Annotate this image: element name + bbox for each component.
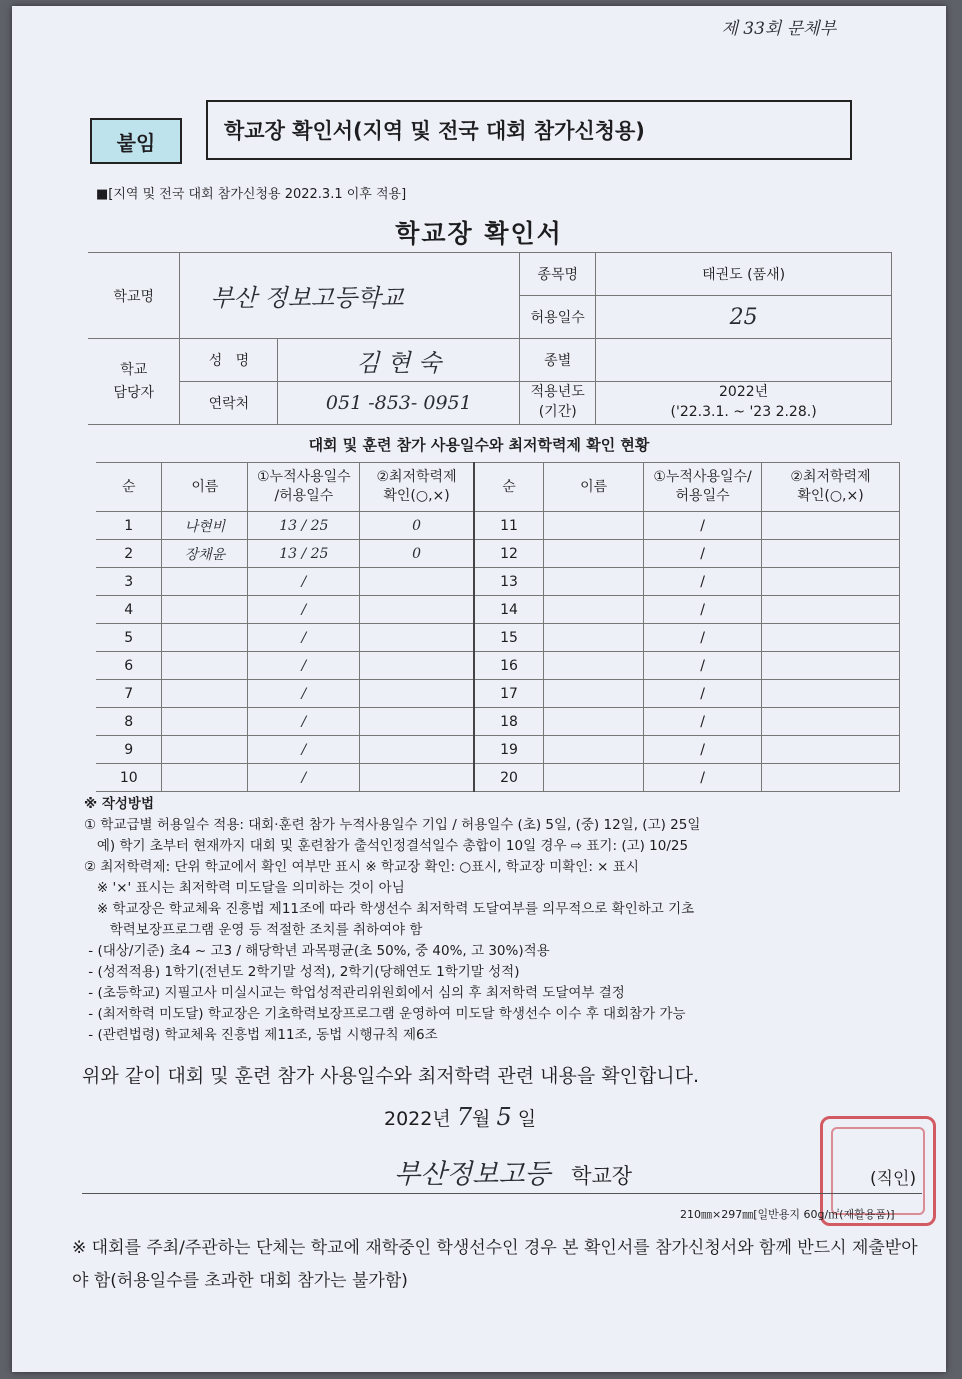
instruction-line: 예) 학기 초부터 현재까지 대회 및 훈련참가 출석인정결석일수 총합이 10일 경우 ⇨ 표기: (고) 10/25 [84,838,689,854]
table-cell-n: 6 [96,652,162,680]
date-month: 7 [456,1103,473,1131]
date-month-unit: 월 [472,1108,491,1130]
instruction-line: - (관련법령) 학교체육 진흥법 제11조, 동법 시행규칙 제6조 [84,1027,438,1043]
divider [82,1193,922,1194]
table-cell-n: 18 [474,708,544,736]
instructions [84,794,924,1046]
table-cell-check [762,596,900,624]
table-cell-name [162,568,248,596]
signature-date [384,1103,536,1131]
school-label: 학교명 [88,253,180,339]
staff-label: 학교 담당자 [88,339,180,425]
table-cell-name [544,736,644,764]
table-cell-days: / [644,540,762,568]
confirmation-text: 위와 같이 대회 및 훈련 참가 사용일수와 최저학력 관련 내용을 확인합니다. [82,1065,700,1087]
table-cell-name: 장채윤 [162,540,248,568]
table-cell-days: / [248,652,360,680]
table-cell-name [544,764,644,792]
kind-label: 종별 [520,339,596,382]
table-cell-days: / [248,624,360,652]
table-cell-name [162,596,248,624]
document-paper [12,6,946,1372]
table-row [96,708,900,736]
table-row [96,680,900,708]
instruction-line: - (최저학력 미도달) 학교장은 기초학력보장프로그램 운영하여 미도달 학생선수 이수 후 대회참가 가능 [84,1006,686,1022]
signer [394,1152,632,1191]
table-cell-n: 10 [96,764,162,792]
col-header: 이름 [544,463,644,512]
table-cell-check: 0 [360,540,474,568]
table-cell-name [162,652,248,680]
table-cell-n: 4 [96,596,162,624]
table-cell-name [544,568,644,596]
table-cell-days: / [644,708,762,736]
col-header: 순 [474,463,544,512]
table-cell-n: 3 [96,568,162,596]
table-cell-check [360,596,474,624]
table-cell-name [544,596,644,624]
contact-value: 051 -853- 0951 [278,382,520,425]
table-cell-name [162,764,248,792]
instruction-line: - (대상/기준) 초4 ~ 고3 / 해당학년 과목평균(초 50%, 중 40%, 고 30%)적용 [84,943,550,959]
table-cell-check: 0 [360,512,474,540]
table-cell-days: 13 / 25 [248,512,360,540]
footer-note: ※ 대회를 주최/주관하는 단체는 학교에 재학중인 학생선수인 경우 본 확인서를 참가신청서와 함께 반드시 제출받아야 함(허용일수를 초과한 대회 참가는 불가함) [72,1238,918,1291]
event-label: 종목명 [520,253,596,296]
table-cell-days: / [248,596,360,624]
year-range: ('22.3.1. ~ '23 2.28.) [670,404,817,420]
table-cell-check [360,652,474,680]
section-title: 대회 및 훈련 참가 사용일수와 최저학력제 확인 현황 [308,436,650,454]
table-cell-check [762,540,900,568]
table-cell-check [360,568,474,596]
table-cell-days: / [644,624,762,652]
table-cell-name [544,624,644,652]
paper-size-note: 210㎜×297㎜[일반용지 60g/㎡(재활용품)] [680,1208,895,1221]
school-value: 부산 정보고등학교 [180,253,520,339]
year-label: 적용년도 (기간) [520,382,596,425]
instruction-line: ※ 작성방법 [84,796,154,812]
table-cell-days: / [644,680,762,708]
instruction-line: ② 최저학력제: 단위 학교에서 확인 여부만 표시 ※ 학교장 확인: ○표시, 학교장 미확인: × 표시 [84,859,639,875]
col-header: ②최저학력제 확인(○,×) [360,463,474,512]
info-table [88,252,892,425]
attachment-badge: 붙임 [90,118,182,164]
header [90,96,860,166]
table-cell-name: 나현비 [162,512,248,540]
table-cell-check [762,652,900,680]
year-cell [596,382,892,425]
table-cell-days: / [644,512,762,540]
table-cell-n: 17 [474,680,544,708]
table-cell-days: / [644,596,762,624]
header-title: 학교장 확인서(지역 및 전국 대회 참가신청용) [206,100,852,160]
table-cell-n: 5 [96,624,162,652]
table-cell-name [162,708,248,736]
table-cell-name [544,680,644,708]
year-value: 2022년 [719,384,769,401]
contact-label: 연락처 [180,382,278,425]
table-cell-check [360,680,474,708]
table-cell-check [360,708,474,736]
instruction-line: - (초등학교) 지필고사 미실시교는 학업성적관리위원회에서 심의 후 최저학력 도달여부 결정 [84,985,625,1001]
table-cell-n: 8 [96,708,162,736]
table-cell-n: 9 [96,736,162,764]
table-row [96,652,900,680]
date-year: 2022년 [384,1108,451,1130]
table-cell-check [762,568,900,596]
table-row [96,624,900,652]
handwritten-note: 제 33회 문체부 [721,19,836,39]
table-cell-check [762,736,900,764]
table-row [96,764,900,792]
table-cell-check [762,624,900,652]
seal-label: (직인) [870,1169,917,1189]
table-cell-n: 11 [474,512,544,540]
col-header: 이름 [162,463,248,512]
table-cell-days: / [644,736,762,764]
table-cell-check [762,708,900,736]
table-row [96,596,900,624]
applicability-note: ■[지역 및 전국 대회 참가신청용 2022.3.1 이후 적용] [96,187,407,202]
table-cell-check [762,764,900,792]
table-cell-n: 7 [96,680,162,708]
table-cell-name [544,652,644,680]
instruction-line: ※ 학교장은 학교체육 진흥법 제11조에 따라 학생선수 최저학력 도달여부를 의무적으로 확인하고 기초 [84,901,695,917]
usage-table [96,462,900,792]
name-value: 김 현 숙 [278,339,520,382]
table-row [96,540,900,568]
table-cell-days: / [644,568,762,596]
table-cell-n: 1 [96,512,162,540]
table-cell-name [544,708,644,736]
instruction-line: - (성적적용) 1학기(전년도 2학기말 성적), 2학기(당해연도 1학기말 성적) [84,964,520,980]
table-cell-days: / [644,764,762,792]
instruction-line: ※ '×' 표시는 최저학력 미도달을 의미하는 것이 아님 [84,880,405,896]
instruction-line: 학력보장프로그램 운영 등 적절한 조치를 취하여야 함 [84,922,423,938]
table-cell-n: 16 [474,652,544,680]
table-cell-n: 14 [474,596,544,624]
col-header: ①누적사용일수 /허용일수 [248,463,360,512]
table-row [96,568,900,596]
table-cell-days: / [644,652,762,680]
table-cell-n: 15 [474,624,544,652]
table-cell-name [544,540,644,568]
signer-school: 부산정보고등 [394,1159,551,1190]
kind-value [596,339,892,382]
table-cell-check [360,624,474,652]
table-cell-days: / [248,708,360,736]
table-cell-name [162,680,248,708]
table-cell-n: 13 [474,568,544,596]
table-cell-n: 19 [474,736,544,764]
days-value: 25 [596,296,892,339]
name-label: 성 명 [180,339,278,382]
table-cell-days: / [248,764,360,792]
table-cell-days: / [248,736,360,764]
table-cell-name [162,624,248,652]
signer-title: 학교장 [571,1164,633,1188]
event-value: 태권도 (품새) [596,253,892,296]
col-header: ①누적사용일수/ 허용일수 [644,463,762,512]
table-cell-days: / [248,568,360,596]
instruction-line: ① 학교급별 허용일수 적용: 대회·훈련 참가 누적사용일수 기입 / 허용일수 (초) 5일, (중) 12일, (고) 25일 [84,817,701,833]
table-row [96,736,900,764]
table-cell-days: / [248,680,360,708]
col-header: 순 [96,463,162,512]
document-title: 학교장 확인서 [395,219,563,248]
table-header-row [96,463,900,512]
table-cell-check [762,680,900,708]
table-cell-days: 13 / 25 [248,540,360,568]
table-cell-name [544,512,644,540]
date-day-unit: 일 [517,1108,537,1130]
date-day: 5 [496,1103,512,1131]
table-cell-check [360,764,474,792]
table-cell-check [360,736,474,764]
table-cell-name [162,736,248,764]
table-cell-check [762,512,900,540]
table-cell-n: 2 [96,540,162,568]
table-row [96,512,900,540]
days-label: 허용일수 [520,296,596,339]
table-cell-n: 12 [474,540,544,568]
col-header: ②최저학력제 확인(○,×) [762,463,900,512]
table-cell-n: 20 [474,764,544,792]
